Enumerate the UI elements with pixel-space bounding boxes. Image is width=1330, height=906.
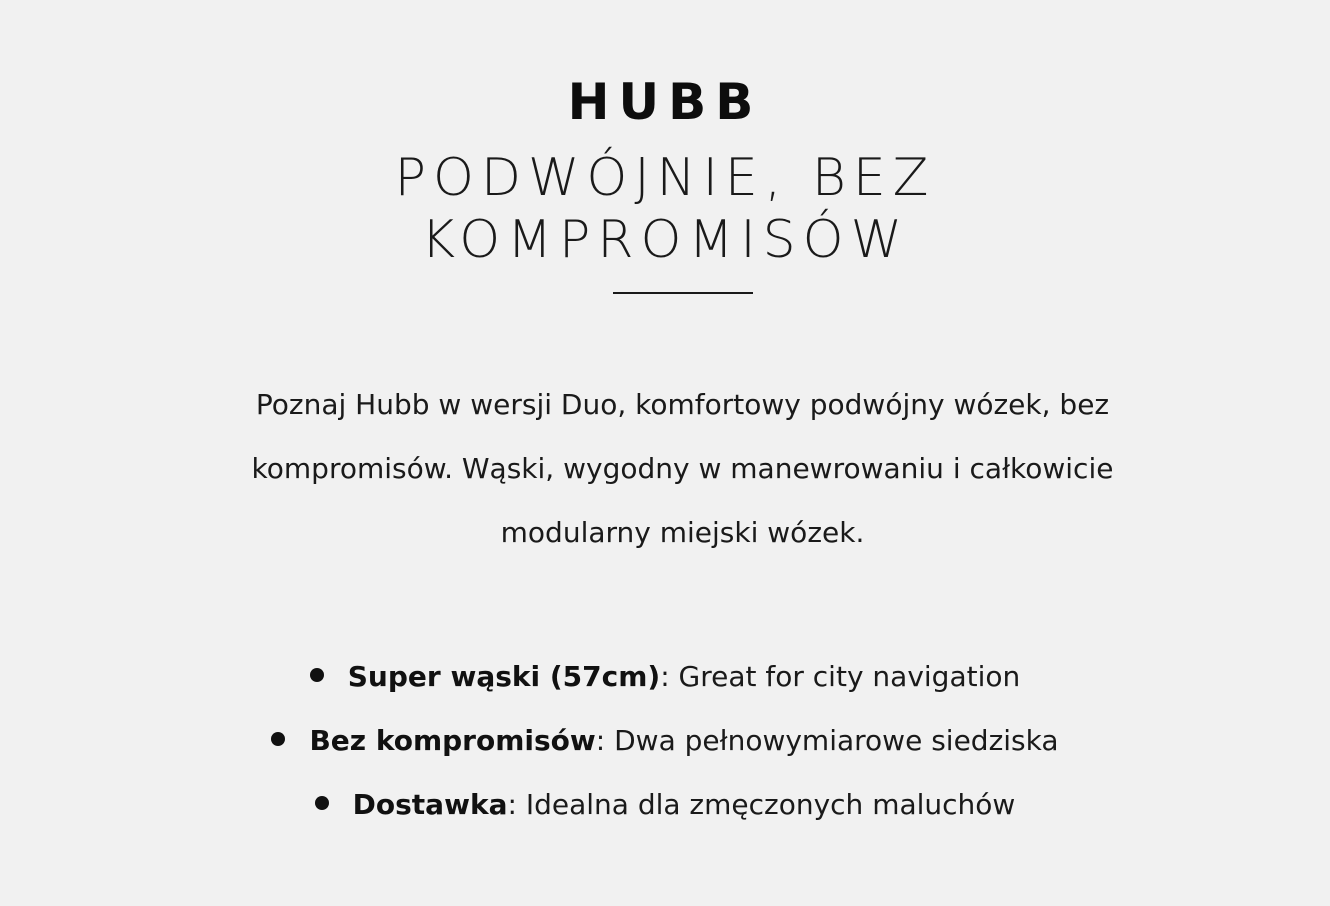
feature-description: Great for city navigation <box>678 660 1021 693</box>
feature-description: Dwa pełnowymiarowe siedziska <box>614 724 1059 757</box>
heading-divider <box>613 292 753 294</box>
feature-separator: : <box>595 724 606 757</box>
bullet-icon <box>310 668 324 682</box>
bullet-icon <box>315 796 329 810</box>
feature-title: Super wąski (57cm) <box>347 660 661 693</box>
brand-title: HUBB <box>567 73 763 131</box>
feature-title: Bez kompromisów <box>309 724 596 757</box>
feature-item-no-compromise <box>0 709 1330 773</box>
feature-separator: : <box>507 788 517 821</box>
feature-description: Idealna dla zmęczonych maluchów <box>525 788 1016 821</box>
feature-item-extra-board <box>0 773 1330 837</box>
feature-list <box>0 645 1330 837</box>
feature-separator: : <box>660 660 670 693</box>
bullet-icon <box>271 732 285 746</box>
feature-item-narrow <box>0 645 1330 709</box>
feature-title: Dostawka <box>352 788 508 821</box>
product-headline: PODWÓJNIE, BEZ KOMPROMISÓW <box>394 148 936 270</box>
product-intro-text: Poznaj Hubb w wersji Duo, komfortowy podwójny wózek, bez kompromisów. Wąski, wygodny w manewrowaniu i całkowicie modularny miejski wózek. <box>251 388 1114 549</box>
